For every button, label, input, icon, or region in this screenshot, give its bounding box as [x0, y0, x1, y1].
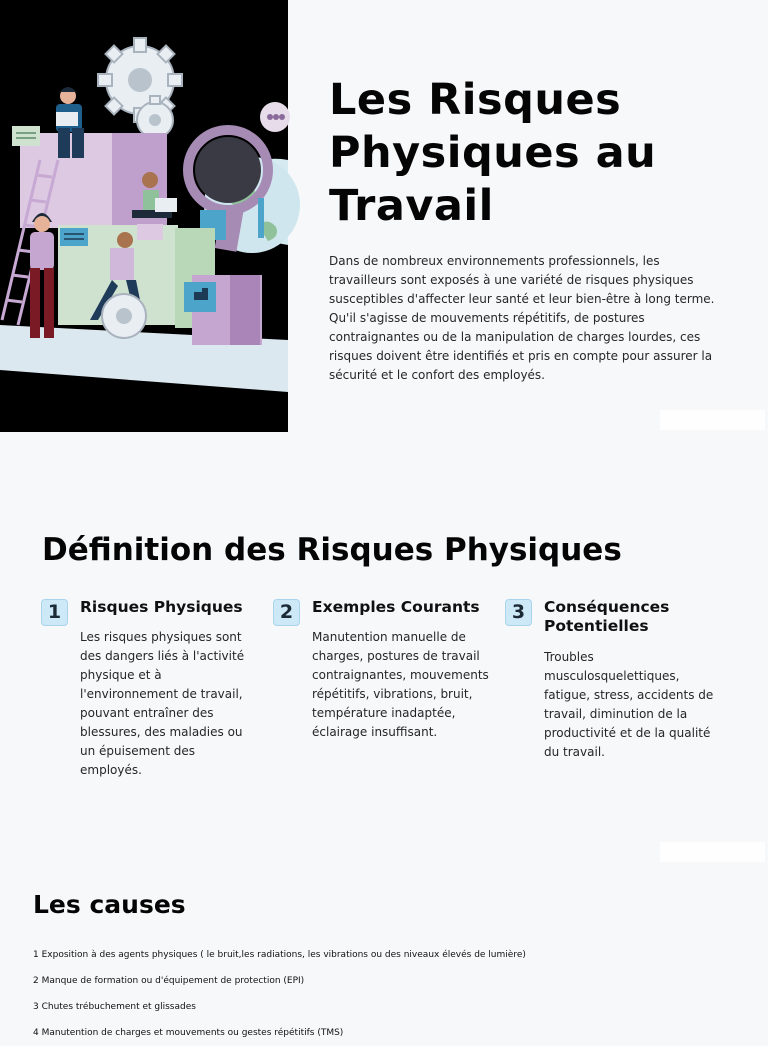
chat-bubble-icon: [12, 126, 40, 146]
step-number-badge: 3: [505, 599, 532, 626]
hero-section: [0, 0, 768, 432]
divider: [660, 842, 765, 862]
section-title: Définition des Risques Physiques: [42, 532, 622, 568]
workplace-illustration: [0, 0, 288, 432]
definition-section: [0, 432, 768, 864]
chat-bubble-icon-2: [60, 228, 88, 246]
card-title: Exemples Courants: [312, 598, 480, 616]
divider: [660, 410, 765, 430]
causes-list: [33, 942, 753, 1046]
card-body: Manutention manuelle de charges, postures de travail contraignantes, mouvements répétitifs, vibrations, bruit, température inadaptée, éclairage insuffisant.: [312, 630, 489, 739]
card-body: Les risques physiques sont des dangers liés à l'activité physique et à l'environnement de travail, pouvant entraîner des blessures, des maladies ou un épuisement des employés.: [80, 630, 245, 777]
intro-paragraph: Dans de nombreux environnements professionnels, les travailleurs sont exposés à une variété de risques physiques susceptibles d'affecter leur santé et leur bien-être à long terme. Qu'il s'agisse de mouvements répétitifs, de postures contraignantes ou de la manipulation de charges lourdes, ces risques doivent être identifiés et pris en compte pour assurer la sécurité et le confort des employés.: [329, 254, 715, 382]
card-title: Risques Physiques: [80, 598, 243, 616]
causes-title: Les causes: [33, 890, 186, 919]
card-body: Troubles musculosquelettiques, fatigue, stress, accidents de travail, diminution de la productivité et de la qualité du travail.: [544, 650, 714, 759]
cause-item: 4 Manutention de charges et mouvements ou gestes répétitifs (TMS): [33, 1028, 344, 1038]
cause-item: 1 Exposition à des agents physiques ( le bruit,les radiations, les vibrations ou des niveaux élevés de lumière): [33, 950, 526, 960]
cause-item: 2 Manque de formation ou d'équipement de protection (EPI): [33, 976, 305, 986]
workplace-illustration-svg: [0, 0, 288, 432]
causes-section: [0, 864, 768, 1038]
cause-item: 3 Chutes trébuchement et glissades: [33, 1002, 196, 1012]
card-title: Conséquences Potentielles: [544, 598, 670, 635]
step-number-badge: 1: [41, 599, 68, 626]
step-number-badge: 2: [273, 599, 300, 626]
page-title: Les Risques Physiques au Travail: [329, 75, 657, 231]
chat-bubble-icon-3: [137, 224, 163, 240]
